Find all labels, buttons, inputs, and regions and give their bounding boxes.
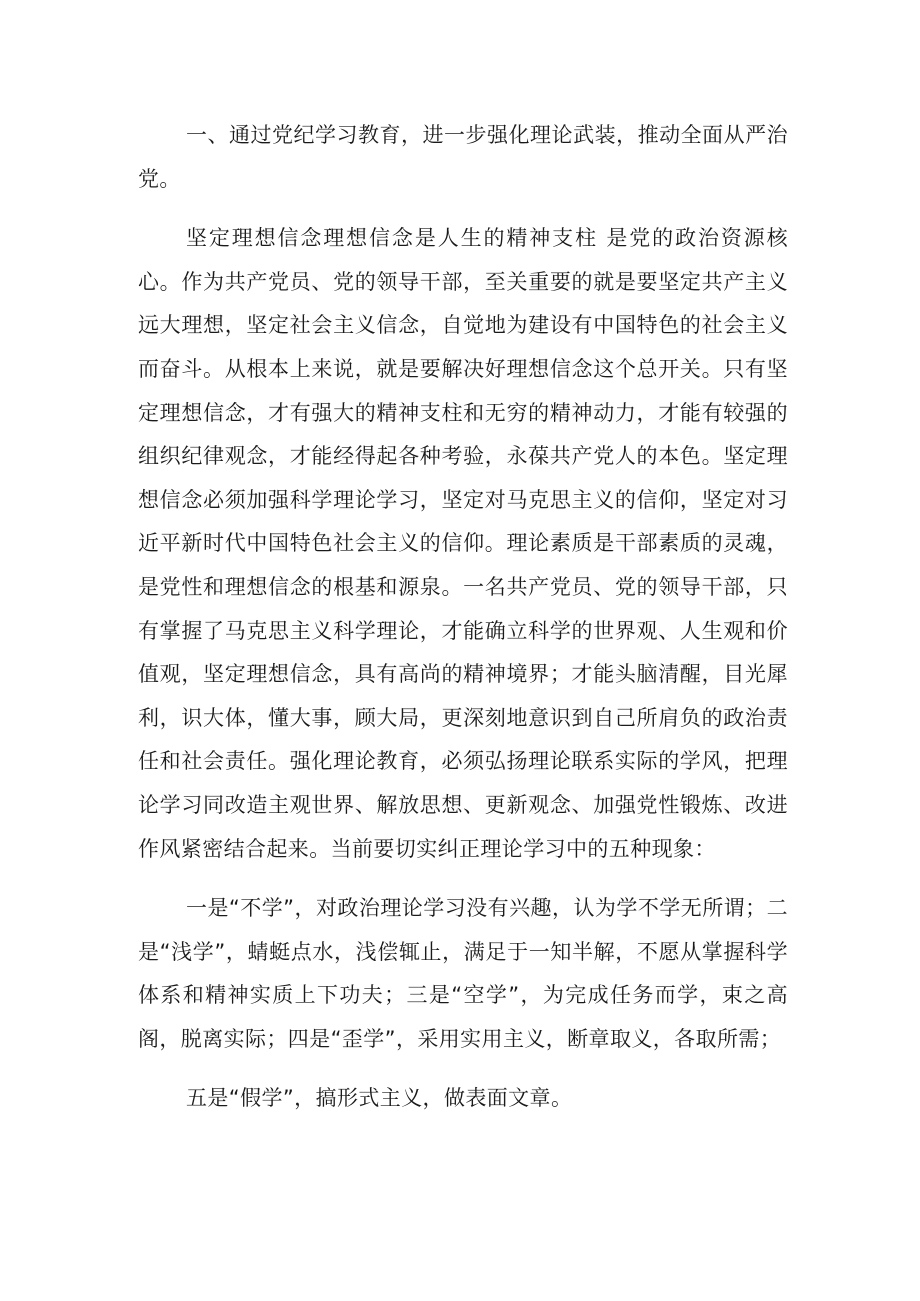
body-paragraph-ideals: 坚定理想信念理想信念是人生的精神支柱 是党的政治资源核心。作为共产党员、党的领导干部，至关重要的就是要坚定共产主义远大理想，坚定社会主义信念，自觉地为建设有中国特色的社会主义而奋斗。从根本上来说，就是要解决好理想信念这个总开关。只有坚定理想信念，才有强大的精神支柱和无穷的精神动力，才能有较强的组织纪律观念，才能经得起各种考验，永葆共产党人的本色。坚定理想信念必须加强科学理论学习，坚定对马克思主义的信仰，坚定对习近平新时代中国特色社会主义的信仰。理论素质是干部素质的灵魂，是党性和理想信念的根基和源泉。一名共产党员、党的领导干部，只有掌握了马克思主义科学理论，才能确立科学的世界观、人生观和价值观，坚定理想信念，具有高尚的精神境界；才能头脑清醒，目光犀利，识大体，懂大事，顾大局，更深刻地意识到自己所肩负的政治责任和社会责任。强化理论教育，必须弘扬理论联系实际的学风，把理论学习同改造主观世界、解放思想、更新观念、加强党性锻炼、改进作风紧密结合起来。当前要切实纠正理论学习中的五种现象： (138, 226, 788, 861)
section-heading: 一、通过党纪学习教育，进一步强化理论武装，推动全面从严治党。 (138, 123, 788, 191)
body-paragraph-phenomena: 一是“不学”，对政治理论学习没有兴趣，认为学不学无所谓；二是“浅学”，蜻蜓点水，浅偿辄止，满足于一知半解，不愿从掌握科学体系和精神实质上下功夫；三是“空学”，为完成任务而学，束之高阁，脱离实际；四是“歪学”，采用实用主义，断章取义，各取所需； (138, 896, 788, 1051)
body-paragraph-fake-study: 五是“假学”，搞形式主义，做表面文章。 (186, 1086, 573, 1111)
